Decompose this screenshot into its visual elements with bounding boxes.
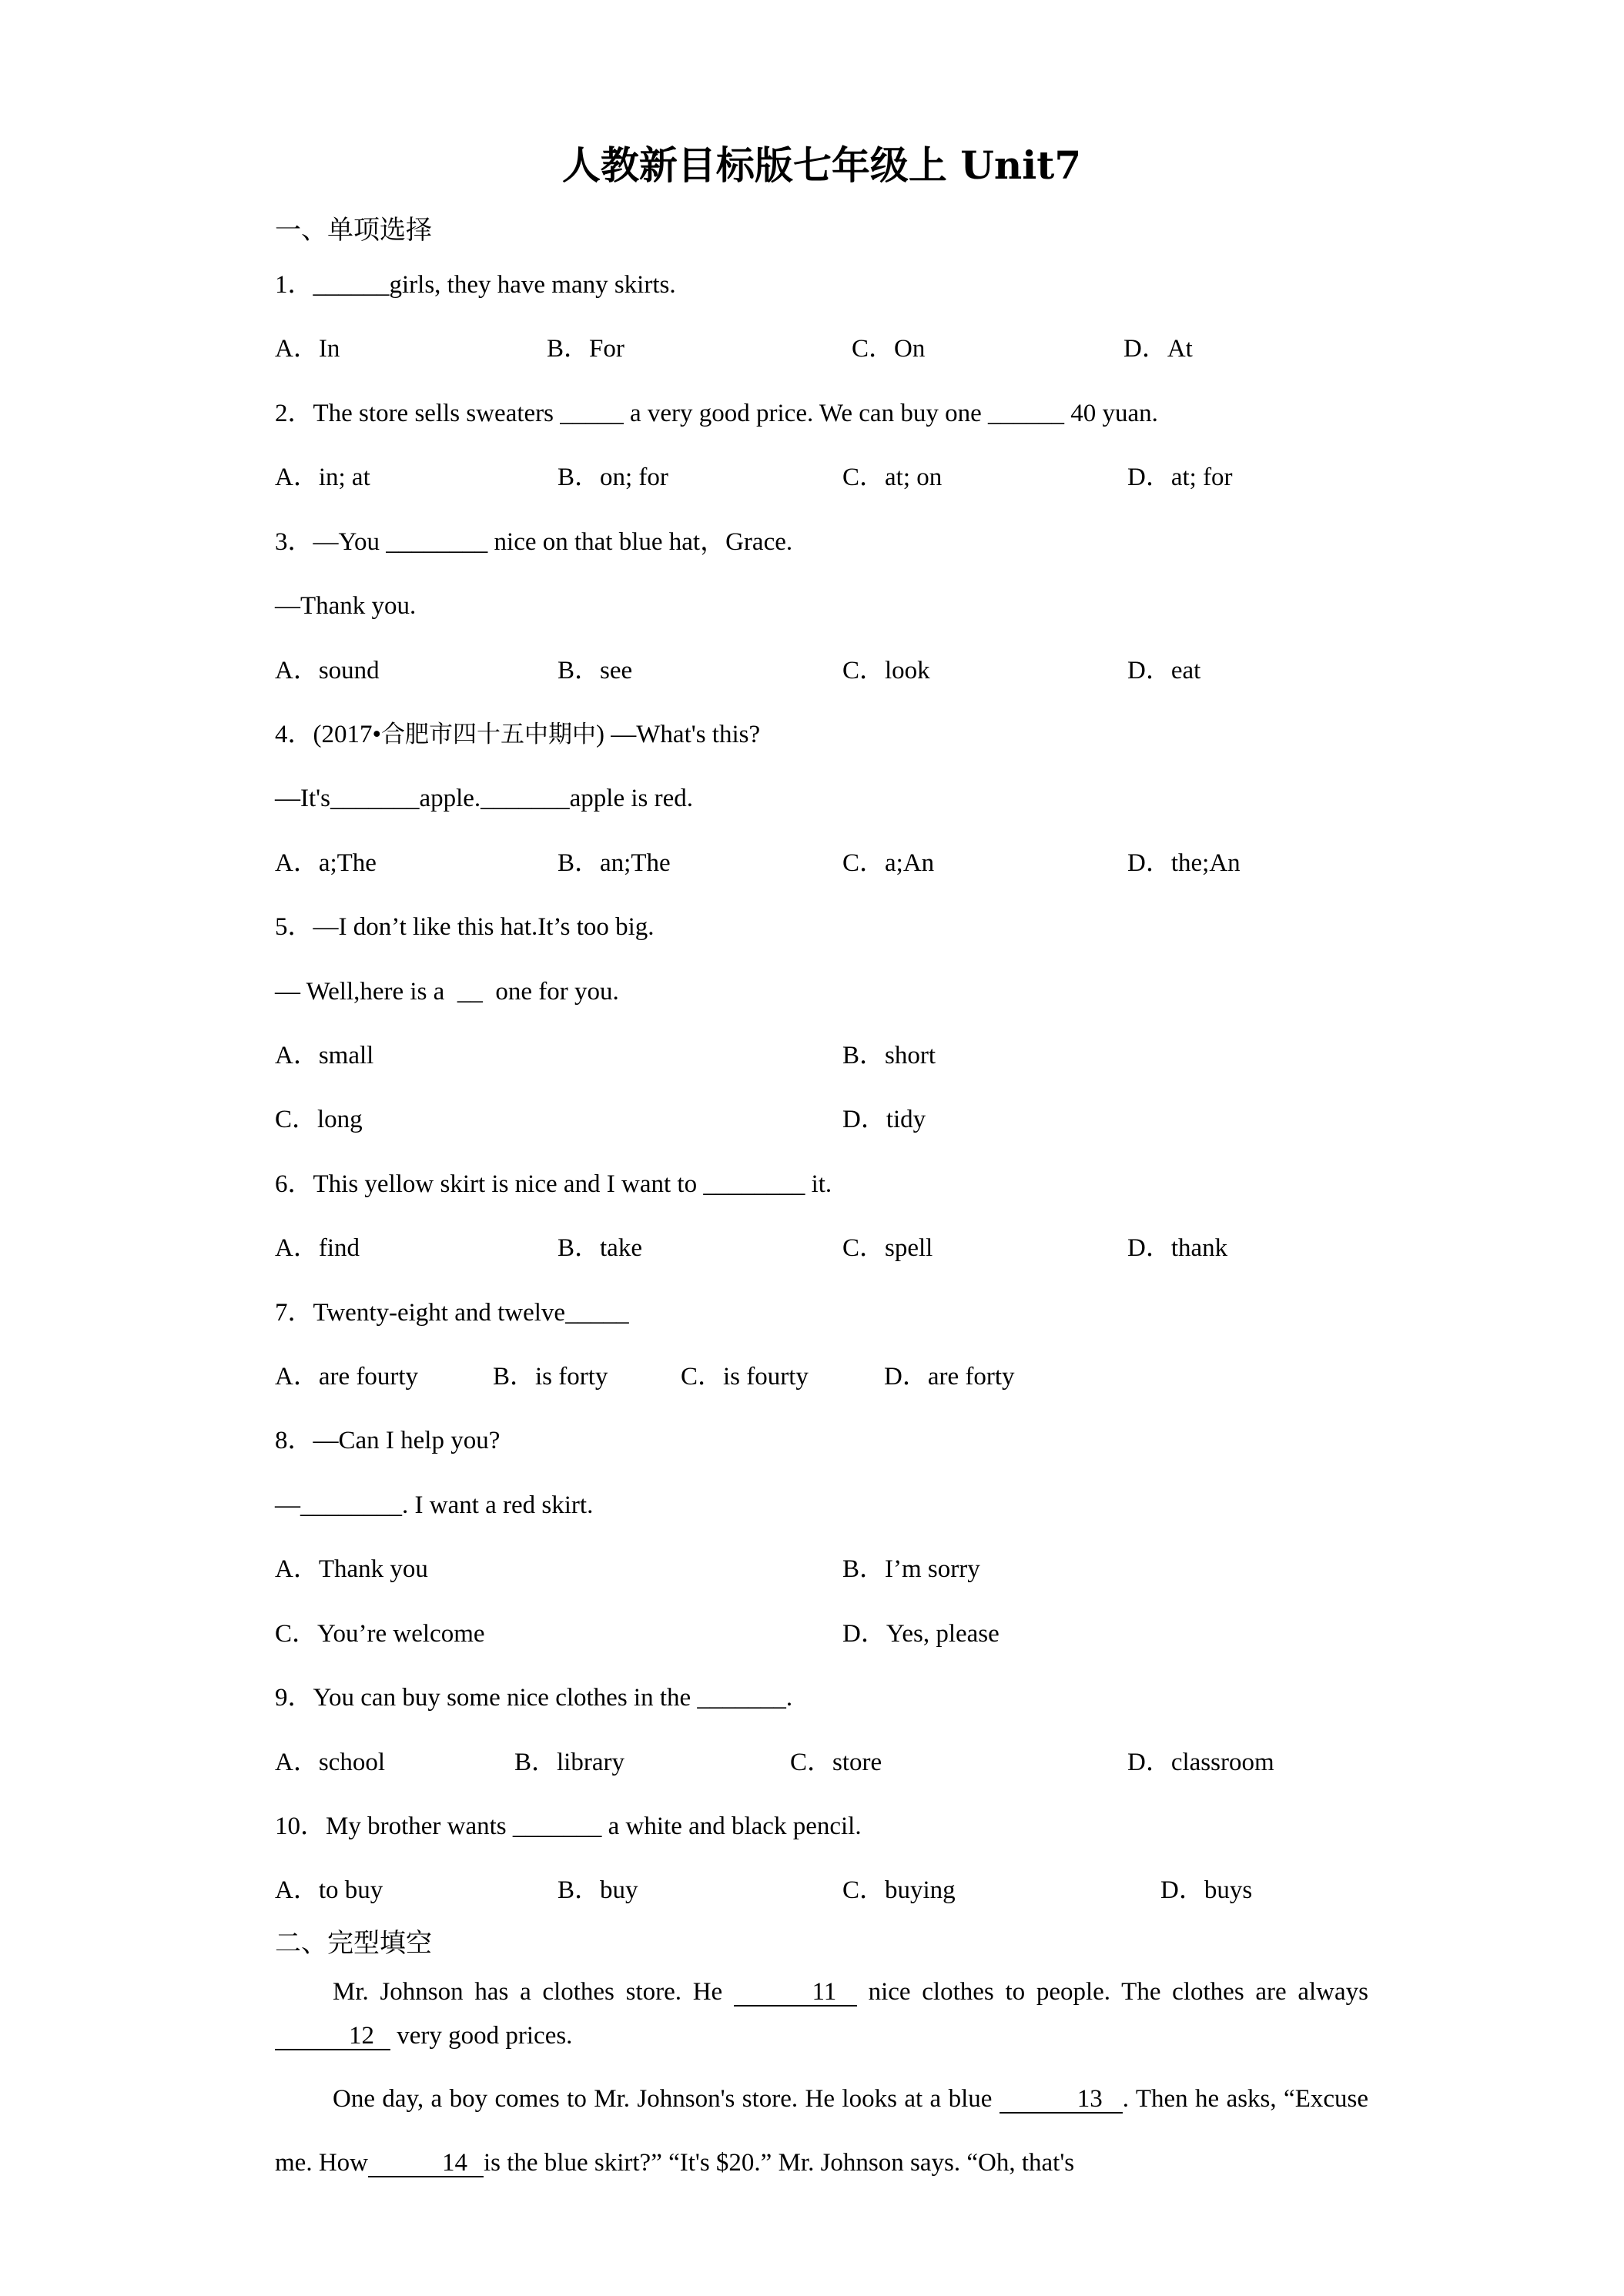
- question-9-options: [275, 1746, 1368, 1779]
- question-1-options: [275, 333, 1368, 365]
- option-d: D．buys: [1160, 1876, 1253, 1904]
- option-d: D．thank: [1127, 1234, 1228, 1262]
- option-c: C．look: [842, 657, 930, 684]
- option-b: B．on; for: [558, 464, 668, 491]
- cloze-blank-13: 13: [1000, 2086, 1123, 2114]
- option-a: A．are fourty: [275, 1363, 419, 1391]
- option-b: B．is forty: [493, 1363, 608, 1391]
- question-3-stem: 3．—You ________ nice on that blue hat，Grace.: [275, 528, 793, 556]
- document-title: 人教新目标版七年级上 Unit7: [561, 142, 1082, 188]
- option-b: B．take: [558, 1234, 642, 1262]
- option-a: A．to buy: [275, 1876, 383, 1904]
- option-c: C．at; on: [842, 464, 943, 491]
- question-4-source: 合肥市四十五中期中: [381, 721, 597, 748]
- option-d: D．at; for: [1127, 464, 1233, 491]
- option-c: C．a;An: [842, 849, 935, 877]
- option-c: C．spell: [842, 1234, 933, 1262]
- question-4-stem-suffix: ) —What's this?: [596, 721, 761, 748]
- question-7-options: [275, 1361, 1368, 1393]
- cloze-text: One day, a boy comes to Mr. Johnson's store. He looks at a blue: [333, 2085, 1000, 2113]
- option-a: A．in; at: [275, 464, 370, 491]
- option-b: B．short: [842, 1042, 936, 1069]
- option-c: C．store: [790, 1749, 882, 1776]
- cloze-paragraph-2: [275, 2067, 1368, 2195]
- option-d: D．Yes, please: [842, 1620, 1000, 1648]
- question-5-options-row1: [275, 1039, 1368, 1072]
- option-b: B．see: [558, 657, 633, 684]
- option-c: C．is fourty: [681, 1363, 809, 1391]
- option-d: D．At: [1123, 335, 1193, 363]
- cloze-text: very good prices.: [390, 2022, 573, 2050]
- option-b: B．an;The: [558, 849, 671, 877]
- option-d: D．classroom: [1127, 1749, 1274, 1776]
- section-heading-multiple-choice: 一、单项选择: [275, 215, 432, 246]
- option-a: A．school: [275, 1749, 385, 1776]
- question-5-stem: 5．—I don’t like this hat.It’s too big.: [275, 913, 655, 941]
- question-1-stem: 1．______girls, they have many skirts.: [275, 271, 676, 299]
- question-6-options: [275, 1232, 1368, 1264]
- question-8-reply: —________. I want a red skirt.: [275, 1491, 594, 1519]
- question-10-options: [275, 1874, 1368, 1906]
- cloze-text: . Then he asks, “Excuse me. How: [275, 2085, 1368, 2177]
- cloze-text: is the blue skirt?” “It's $20.” Mr. Johnson says. “Oh, that's: [483, 2149, 1075, 2177]
- question-7-stem: 7．Twenty-eight and twelve_____: [275, 1299, 629, 1327]
- option-c: C．On: [852, 335, 926, 363]
- option-a: A．Thank you: [275, 1555, 428, 1583]
- question-5-reply: — Well,here is a __ one for you.: [275, 978, 619, 1006]
- option-c: C．You’re welcome: [275, 1620, 485, 1648]
- cloze-paragraph-1: [275, 1970, 1368, 2058]
- question-4-reply: —It's_______apple._______apple is red.: [275, 785, 694, 812]
- question-4-options: [275, 847, 1368, 879]
- option-b: B．I’m sorry: [842, 1555, 980, 1583]
- option-d: D．tidy: [842, 1106, 926, 1133]
- option-c: C．buying: [842, 1876, 956, 1904]
- option-b: B．library: [514, 1749, 624, 1776]
- option-a: A．a;The: [275, 849, 377, 877]
- cloze-blank-12: 12: [275, 2023, 390, 2050]
- question-3-options: [275, 654, 1368, 687]
- option-b: B．For: [547, 335, 624, 363]
- cloze-blank-14: 14: [368, 2150, 484, 2177]
- question-5-options-row2: [275, 1103, 1368, 1136]
- question-9-stem: 9．You can buy some nice clothes in the _______.: [275, 1684, 793, 1712]
- option-a: A．find: [275, 1234, 360, 1262]
- option-a: A．sound: [275, 657, 380, 684]
- option-a: A．In: [275, 335, 340, 363]
- question-2-stem: 2．The store sells sweaters _____ a very good price. We can buy one ______ 40 yuan.: [275, 400, 1158, 427]
- question-10-stem: 10．My brother wants _______ a white and black pencil.: [275, 1812, 862, 1840]
- cloze-blank-11: 11: [734, 1979, 857, 2006]
- question-8-options-row1: [275, 1553, 1368, 1585]
- cloze-text: Mr. Johnson has a clothes store. He: [333, 1978, 734, 2006]
- option-d: D．the;An: [1127, 849, 1241, 877]
- question-4-stem-prefix: 4．(2017•: [275, 721, 382, 748]
- section-heading-cloze: 二、完型填空: [275, 1928, 432, 1959]
- question-3-reply: —Thank you.: [275, 592, 417, 620]
- question-8-options-row2: [275, 1618, 1368, 1650]
- question-6-stem: 6．This yellow skirt is nice and I want to ________ it.: [275, 1170, 832, 1198]
- option-d: D．eat: [1127, 657, 1201, 684]
- question-2-options: [275, 461, 1368, 494]
- option-b: B．buy: [558, 1876, 638, 1904]
- option-a: A．small: [275, 1042, 374, 1069]
- cloze-text: nice clothes to people. The clothes are always: [856, 1978, 1368, 2006]
- option-d: D．are forty: [884, 1363, 1015, 1391]
- option-c: C．long: [275, 1106, 363, 1133]
- question-4-stem: [275, 718, 760, 751]
- question-8-stem: 8．—Can I help you?: [275, 1427, 501, 1454]
